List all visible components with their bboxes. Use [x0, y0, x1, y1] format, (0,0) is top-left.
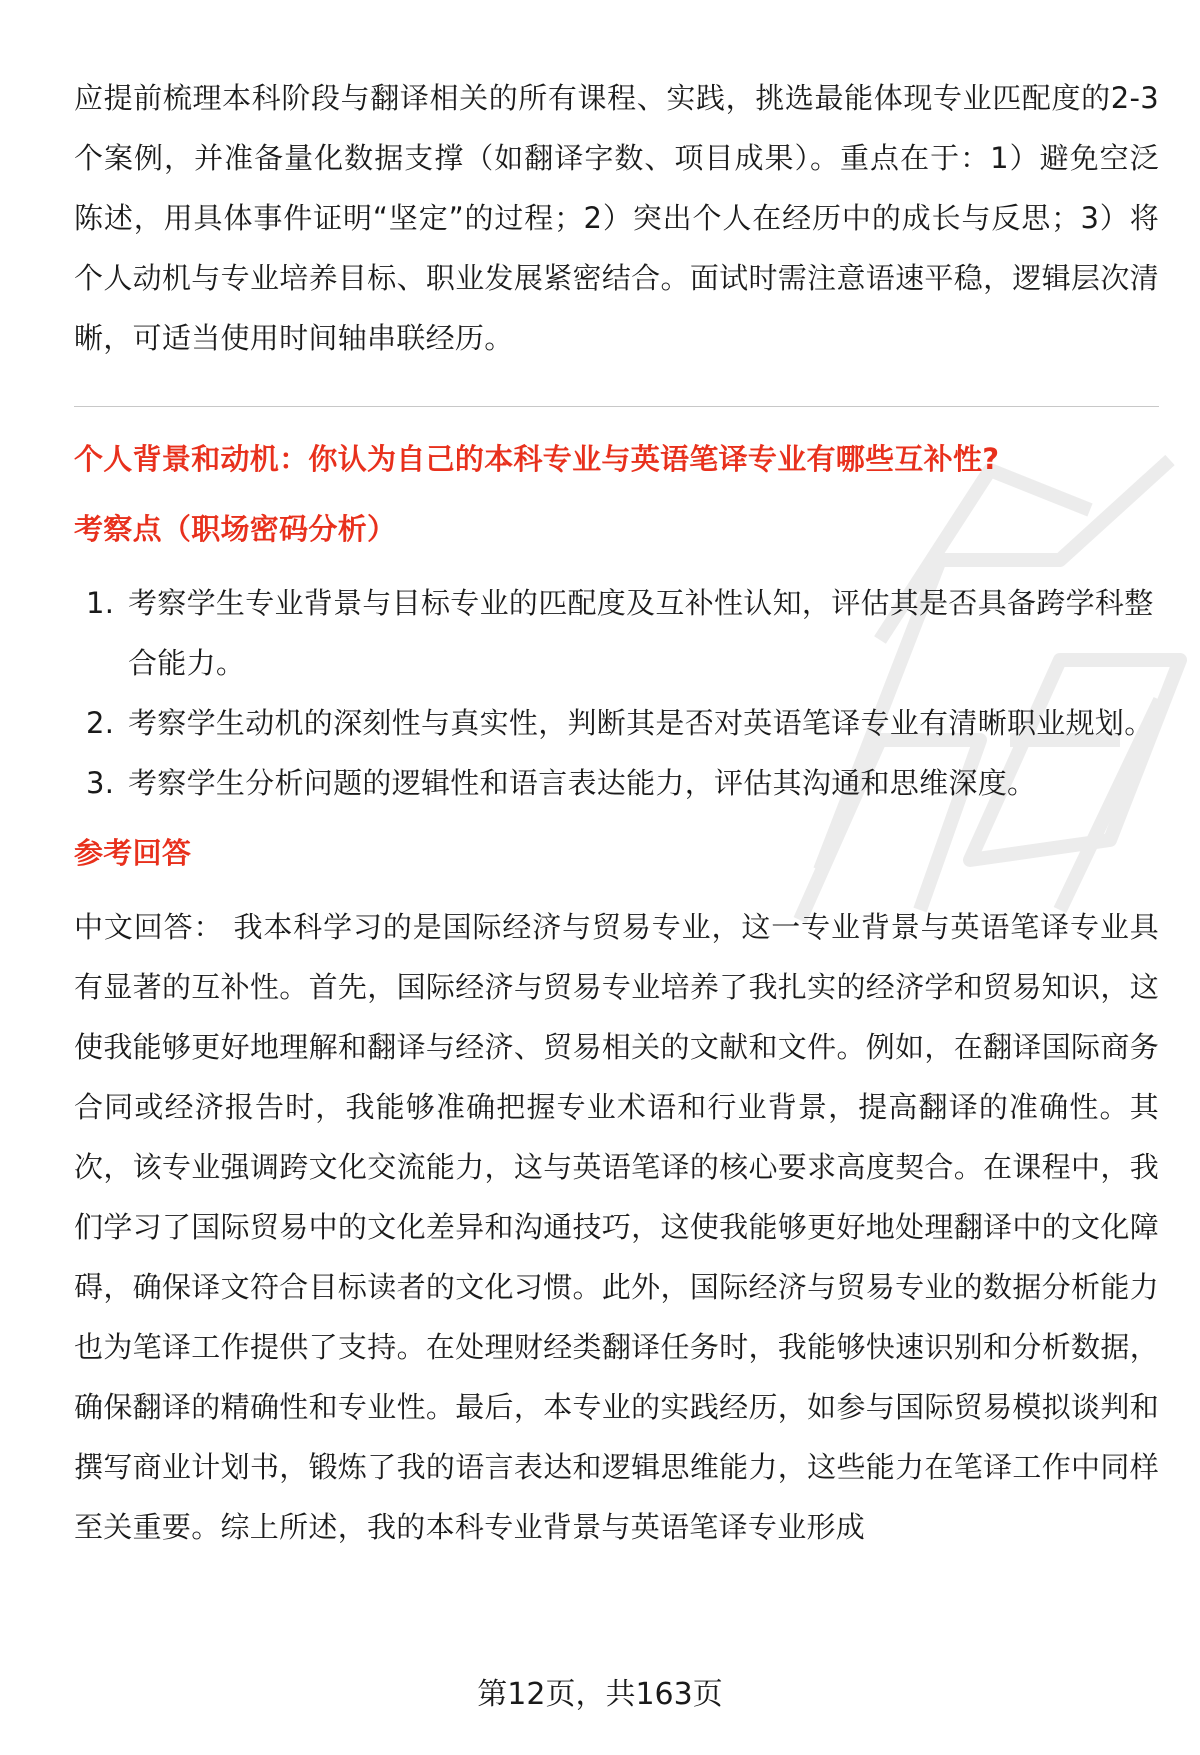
focus-point-text: 考察学生分析问题的逻辑性和语言表达能力，评估其沟通和思维深度。: [128, 766, 1037, 800]
page-number-footer: 第12页，共163页: [477, 1677, 723, 1712]
section-divider: [74, 406, 1159, 407]
focus-point-text: 考察学生动机的深刻性与真实性，判断其是否对英语笔译专业有清晰职业规划。: [128, 706, 1154, 740]
focus-point-number: 1.: [86, 586, 115, 620]
focus-point-number: 2.: [86, 706, 115, 740]
focus-point: [74, 693, 1159, 753]
focus-point: [74, 573, 1159, 693]
focus-point-text: 考察学生专业背景与目标专业的匹配度及互补性认知，评估其是否具备跨学科整合能力。: [128, 586, 1154, 680]
focus-points-list: [74, 573, 1159, 813]
focus-point-number: 3.: [86, 766, 115, 800]
focus-point: [74, 753, 1159, 813]
page-content: [74, 68, 1159, 1557]
answer-heading: 参考回答: [74, 836, 192, 870]
question-title: 个人背景和动机：你认为自己的本科专业与英语笔译专业有哪些互补性?: [74, 442, 1000, 476]
focus-heading: 考察点（职场密码分析）: [74, 512, 397, 546]
intro-paragraph: 应提前梳理本科阶段与翻译相关的所有课程、实践，挑选最能体现专业匹配度的2-3个案例，并准备量化数据支撑（如翻译字数、项目成果）。重点在于：1）避免空泛陈述，用具体事件证明“坚定”的过程；2）突出个人在经历中的成长与反思；3）将个人动机与专业培养目标、职业发展紧密结合。面试时需注意语速平稳，逻辑层次清晰，可适当使用时间轴串联经历。: [74, 81, 1159, 355]
answer-paragraph: 中文回答： 我本科学习的是国际经济与贸易专业，这一专业背景与英语笔译专业具有显著的互补性。首先，国际经济与贸易专业培养了我扎实的经济学和贸易知识，这使我能够更好地理解和翻译与经济、贸易相关的文献和文件。例如，在翻译国际商务合同或经济报告时，我能够准确把握专业术语和行业背景，提高翻译的准确性。其次，该专业强调跨文化交流能力，这与英语笔译的核心要求高度契合。在课程中，我们学习了国际贸易中的文化差异和沟通技巧，这使我能够更好地处理翻译中的文化障碍，确保译文符合目标读者的文化习惯。此外，国际经济与贸易专业的数据分析能力也为笔译工作提供了支持。在处理财经类翻译任务时，我能够快速识别和分析数据，确保翻译的精确性和专业性。最后，本专业的实践经历，如参与国际贸易模拟谈判和撰写商业计划书，锻炼了我的语言表达和逻辑思维能力，这些能力在笔译工作中同样至关重要。综上所述，我的本科专业背景与英语笔译专业形成: [74, 910, 1159, 1544]
